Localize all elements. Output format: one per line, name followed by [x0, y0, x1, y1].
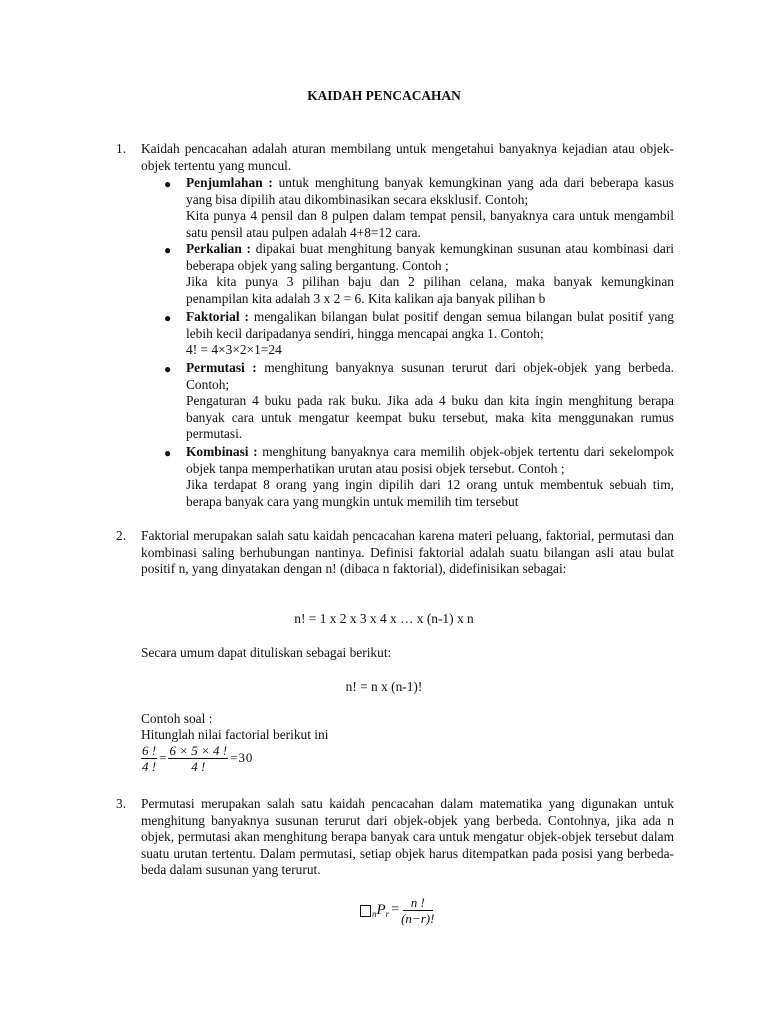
example-perkalian: Jika kita punya 3 pilihan baju dan 2 pilihan celana, maka banyak kemungkinan penampilan kita adalah 3 x 2 = 6. Kita kalikan aja banyak pilihan b: [186, 274, 674, 306]
section-2-number: 2.: [116, 528, 127, 543]
term-perkalian: Perkalian :: [186, 241, 252, 256]
fraction-6-over-4: [141, 743, 157, 774]
example-math: [141, 743, 255, 774]
factorial-formula: n! = 1 x 2 x 3 x 4 x … x (n-1) x n: [294, 611, 474, 626]
factorial-recursive-formula: n! = n x (n-1)!: [345, 679, 423, 694]
fraction-expanded: [168, 743, 228, 774]
permutation-symbol: P: [376, 902, 386, 919]
denominator: 4 !: [142, 759, 157, 774]
bullet-icon: ●: [164, 177, 172, 191]
section-3-number: 3.: [116, 796, 127, 811]
bullet-icon: ●: [164, 311, 172, 325]
denominator: (n−r)!: [401, 911, 435, 926]
subscript-r: r: [385, 909, 390, 920]
numerator: n !: [403, 895, 433, 911]
example-kombinasi: Jika terdapat 8 orang yang ingin dipilih dari 12 orang untuk membentuk sebuah tim, berapa banyak cara yang mungkin untuk memilih tim tersebut: [186, 477, 674, 509]
denominator: 4 !: [191, 759, 206, 774]
general-form-text: Secara umum dapat dituliskan sebagai berikut:: [141, 645, 392, 660]
list-item-penjumlahan: [186, 175, 674, 241]
desc-perkalian: dipakai buat menghitung banyak kemungkinan susunan atau kombinasi dari beberapa objek yang saling bergantung. Contoh ;: [186, 241, 675, 273]
term-kombinasi: Kombinasi :: [186, 444, 258, 459]
desc-penjumlahan: untuk menghitung banyak kemungkinan yang ada dari beberapa kasus yang bisa dipilih atau dikombinasikan secara eksklusif. Contoh;: [186, 175, 674, 207]
desc-kombinasi: menghitung banyaknya cara memilih objek-objek tertentu dari sekelompok objek tanpa memperhatikan urutan atau posisi objek tersebut. Contoh ;: [186, 444, 674, 476]
desc-faktorial: mengalikan bilangan bulat positif dengan semua bilangan bulat positif yang lebih kecil daripadanya sendiri, hingga mencapai angka 1. Contoh;: [186, 309, 674, 341]
list-item-perkalian: [186, 241, 674, 307]
numerator: 6 × 5 × 4 !: [169, 743, 228, 758]
bullet-icon: ●: [164, 362, 172, 376]
permutation-fraction: [401, 895, 434, 926]
desc-permutasi: menghitung banyaknya susunan terurut dari objek-objek yang berbeda. Contoh;: [186, 360, 675, 392]
result: =30: [230, 750, 254, 766]
term-penjumlahan: Penjumlahan :: [186, 175, 273, 190]
page-title: KAIDAH PENCACAHAN: [307, 88, 461, 103]
placeholder-box-icon: [360, 905, 371, 917]
list-item-faktorial: [186, 309, 674, 359]
example-label: Contoh soal :: [141, 711, 213, 726]
list-item-kombinasi: [186, 444, 674, 510]
equals-sign: =: [159, 750, 167, 766]
term-permutasi: Permutasi :: [186, 360, 257, 375]
section-3-intro: Permutasi merupakan salah satu kaidah pencacahan dalam matematika yang digunakan untuk menghitung banyaknya susunan terurut dari objek-objek yang berbeda. Contohnya, jika ada n objek, permutasi akan menghitung berapa banyak cara untuk mengatur objek-objek tersebut dalam suatu urutan tertentu. Dalam permutasi, setiap objek harus ditempatkan pada posisi yang berbeda-beda dalam susunan yang terurut.: [141, 796, 674, 878]
bullet-icon: ●: [164, 243, 172, 257]
example-faktorial: 4! = 4×3×2×1=24: [186, 342, 282, 358]
example-question: Hitunglah nilai factorial berikut ini: [141, 727, 329, 742]
permutation-formula: [360, 895, 434, 926]
term-faktorial: Faktorial :: [186, 309, 249, 324]
list-item-permutasi: [186, 360, 674, 443]
numerator: 6 !: [142, 743, 157, 758]
section-1-number: 1.: [116, 141, 127, 156]
subscript-n: n: [372, 909, 377, 920]
bullet-icon: ●: [164, 446, 172, 460]
section-2-intro: Faktorial merupakan salah satu kaidah pencacahan karena materi peluang, faktorial, permutasi dan kombinasi saling berhubungan nantinya. Definisi faktorial adalah suatu bilangan asli atau bulat positif n, yang dinyatakan dengan n! (dibaca n faktorial), didefinisikan sebagai:: [141, 528, 674, 577]
example-permutasi: Pengaturan 4 buku pada rak buku. Jika ada 4 buku dan kita ingin menghitung berapa banyak cara untuk mengatur keempat buku tersebut, maka kita menggunakan rumus permutasi.: [186, 393, 674, 442]
equals-sign: =: [391, 902, 400, 918]
section-1-intro: Kaidah pencacahan adalah aturan membilang untuk mengetahui banyaknya kejadian atau objek-objek tertentu yang muncul.: [141, 141, 674, 173]
example-penjumlahan: Kita punya 4 pensil dan 8 pulpen dalam tempat pensil, banyaknya cara untuk mengambil satu pensil atau pulpen adalah 4+8=12 cara.: [186, 208, 674, 240]
